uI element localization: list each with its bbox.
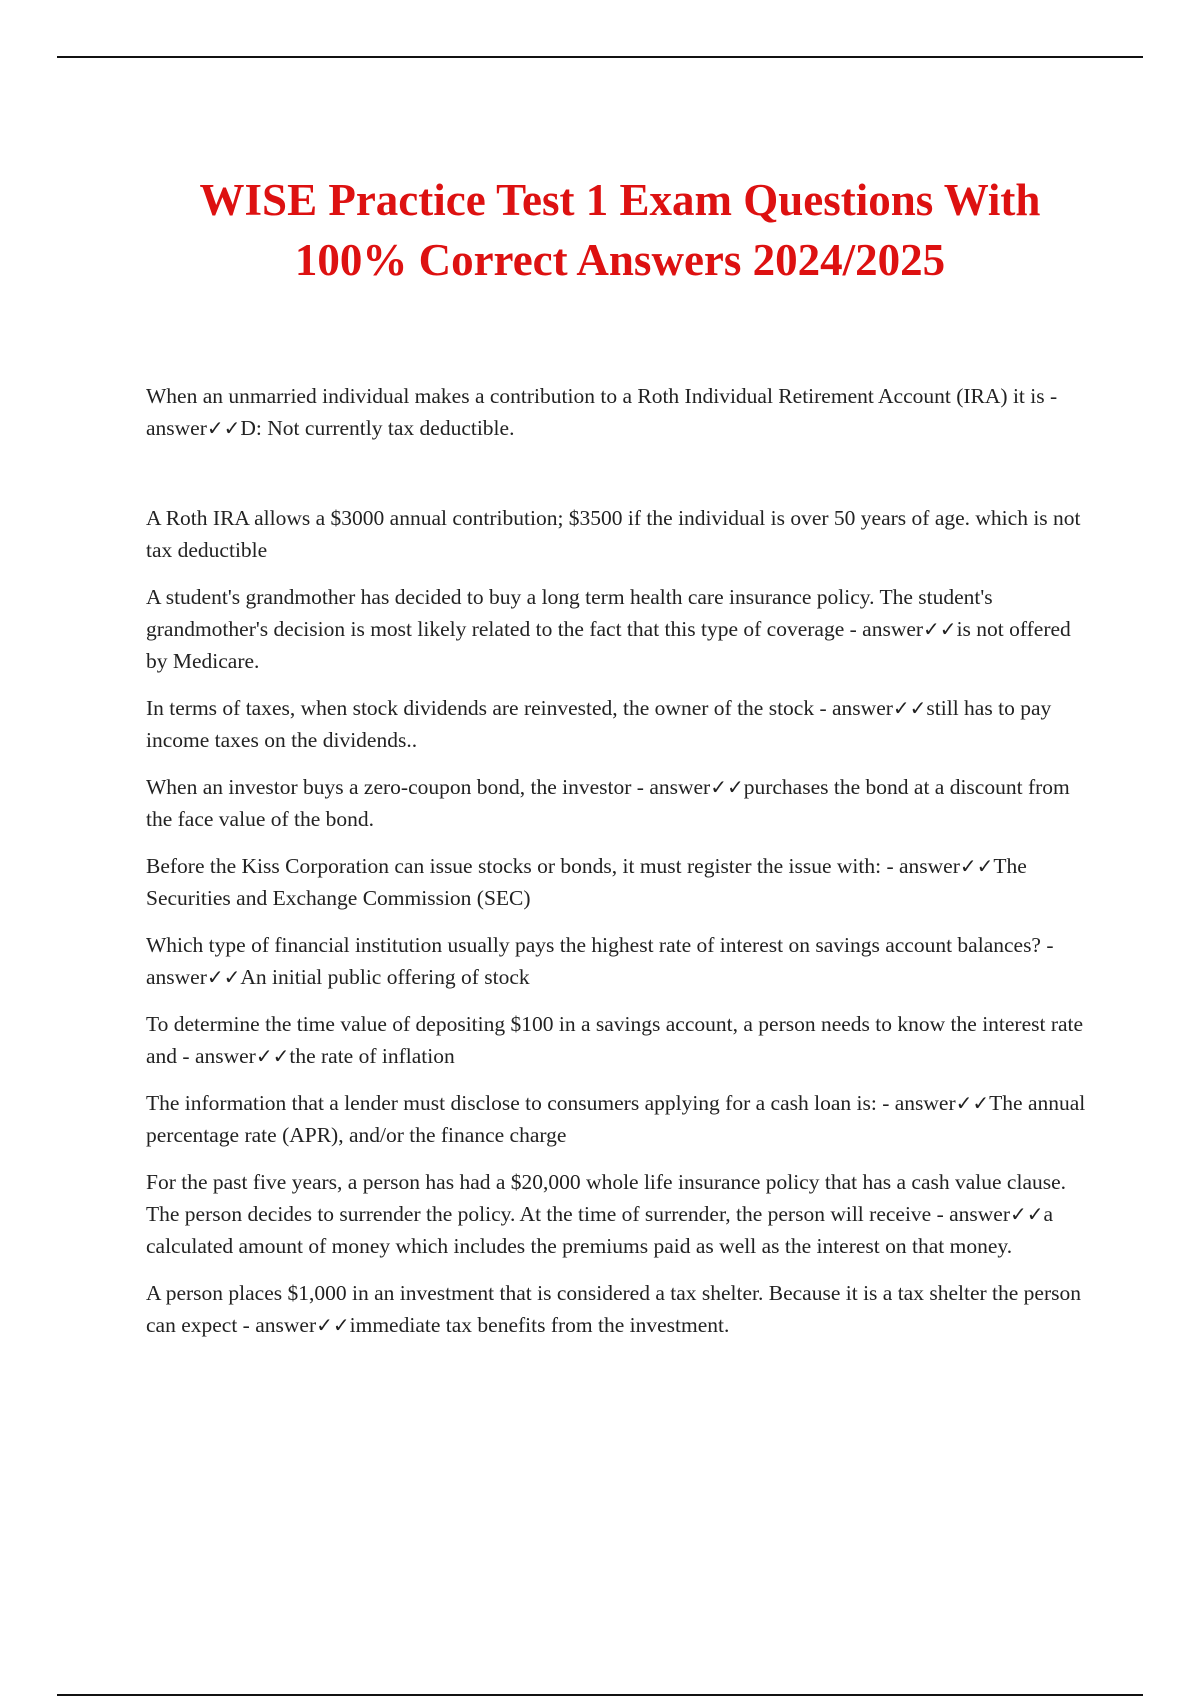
answer-marker: answer [194, 1044, 256, 1068]
question-text: For the past five years, a person has had a $20,000 whole life insurance policy that has a cash value clause. The person decides to surrender the policy. At the time of surrender, the person will receive - [146, 1170, 1067, 1226]
check-icon: ✓✓ [1010, 1202, 1044, 1226]
check-icon: ✓✓ [255, 1044, 290, 1068]
answer-text: the rate of inflation [289, 1044, 455, 1068]
answer-marker: answer [894, 1091, 956, 1115]
qa-list [146, 380, 1096, 1356]
check-icon: ✓✓ [959, 854, 994, 878]
answer-marker: answer [146, 965, 207, 989]
footer-rule [57, 1694, 1143, 1696]
answer-text: An initial public offering of stock [240, 965, 530, 989]
question-text: The information that a lender must disclose to consumers applying for a cash loan is: - [146, 1091, 895, 1115]
qa-item [146, 1166, 1096, 1262]
header-rule [57, 56, 1143, 58]
note-text: A Roth IRA allows a $3000 annual contribution; $3500 if the individual is over 50 years of age. which is not tax deductible [146, 506, 1081, 562]
answer-text: D: Not currently tax deductible. [240, 416, 515, 440]
qa-item [146, 850, 1096, 914]
answer-text: is not offered by Medicare. [146, 617, 1071, 673]
answer-text: The annual percentage rate (APR), and/or the finance charge [146, 1091, 1086, 1147]
check-icon: ✓✓ [206, 965, 241, 989]
check-icon: ✓✓ [923, 617, 957, 641]
qa-item [146, 929, 1096, 993]
qa-item [146, 1277, 1096, 1341]
qa-item [146, 380, 1096, 444]
answer-marker: answer [255, 1313, 317, 1337]
answer-marker: answer [898, 854, 960, 878]
answer-text: still has to pay income taxes on the dividends.. [146, 696, 1052, 752]
question-text: A person places $1,000 in an investment that is considered a tax shelter. Because it is a tax shelter the person can expect - [146, 1281, 1081, 1337]
question-text: When an unmarried individual makes a contribution to a Roth Individual Retirement Account (IRA) it is - [146, 384, 1058, 408]
answer-text: purchases the bond at a discount from the face value of the bond. [146, 775, 1070, 831]
qa-item [146, 771, 1096, 835]
question-text: A student's grandmother has decided to buy a long term health care insurance policy. The student's grandmother's decision is most likely related to the fact that this type of coverage - [146, 585, 993, 641]
check-icon: ✓✓ [316, 1313, 350, 1337]
qa-item [146, 1008, 1096, 1072]
answer-text: immediate tax benefits from the investment. [349, 1313, 730, 1337]
title-line-2: 100% Correct Answers 2024/2025 [294, 235, 946, 285]
note-item [146, 502, 1096, 566]
check-icon: ✓✓ [710, 775, 744, 799]
question-text: Which type of financial institution usually pays the highest rate of interest on savings account balances? - [146, 933, 1054, 957]
answer-text: The Securities and Exchange Commission (SEC) [146, 854, 1027, 910]
answer-marker: answer [832, 696, 893, 720]
qa-item [146, 692, 1096, 756]
question-text: To determine the time value of depositing $100 in a savings account, a person needs to know the interest rate and - [146, 1012, 1084, 1068]
check-icon: ✓✓ [955, 1091, 990, 1115]
check-icon: ✓✓ [206, 416, 241, 440]
question-text: When an investor buys a zero-coupon bond, the investor - [146, 775, 650, 799]
qa-item [146, 1087, 1096, 1151]
answer-marker: answer [862, 617, 924, 641]
answer-marker: answer [949, 1202, 1011, 1226]
answer-text: a calculated amount of money which includes the premiums paid as well as the interest on that money. [146, 1202, 1054, 1258]
question-text: In terms of taxes, when stock dividends are reinvested, the owner of the stock - [146, 696, 833, 720]
answer-marker: answer [146, 416, 207, 440]
title-line-1: WISE Practice Test 1 Exam Questions With [199, 175, 1041, 225]
answer-marker: answer [649, 775, 711, 799]
check-icon: ✓✓ [892, 696, 927, 720]
document-title [140, 170, 1100, 290]
question-text: Before the Kiss Corporation can issue stocks or bonds, it must register the issue with: - [146, 854, 899, 878]
qa-item [146, 581, 1096, 677]
